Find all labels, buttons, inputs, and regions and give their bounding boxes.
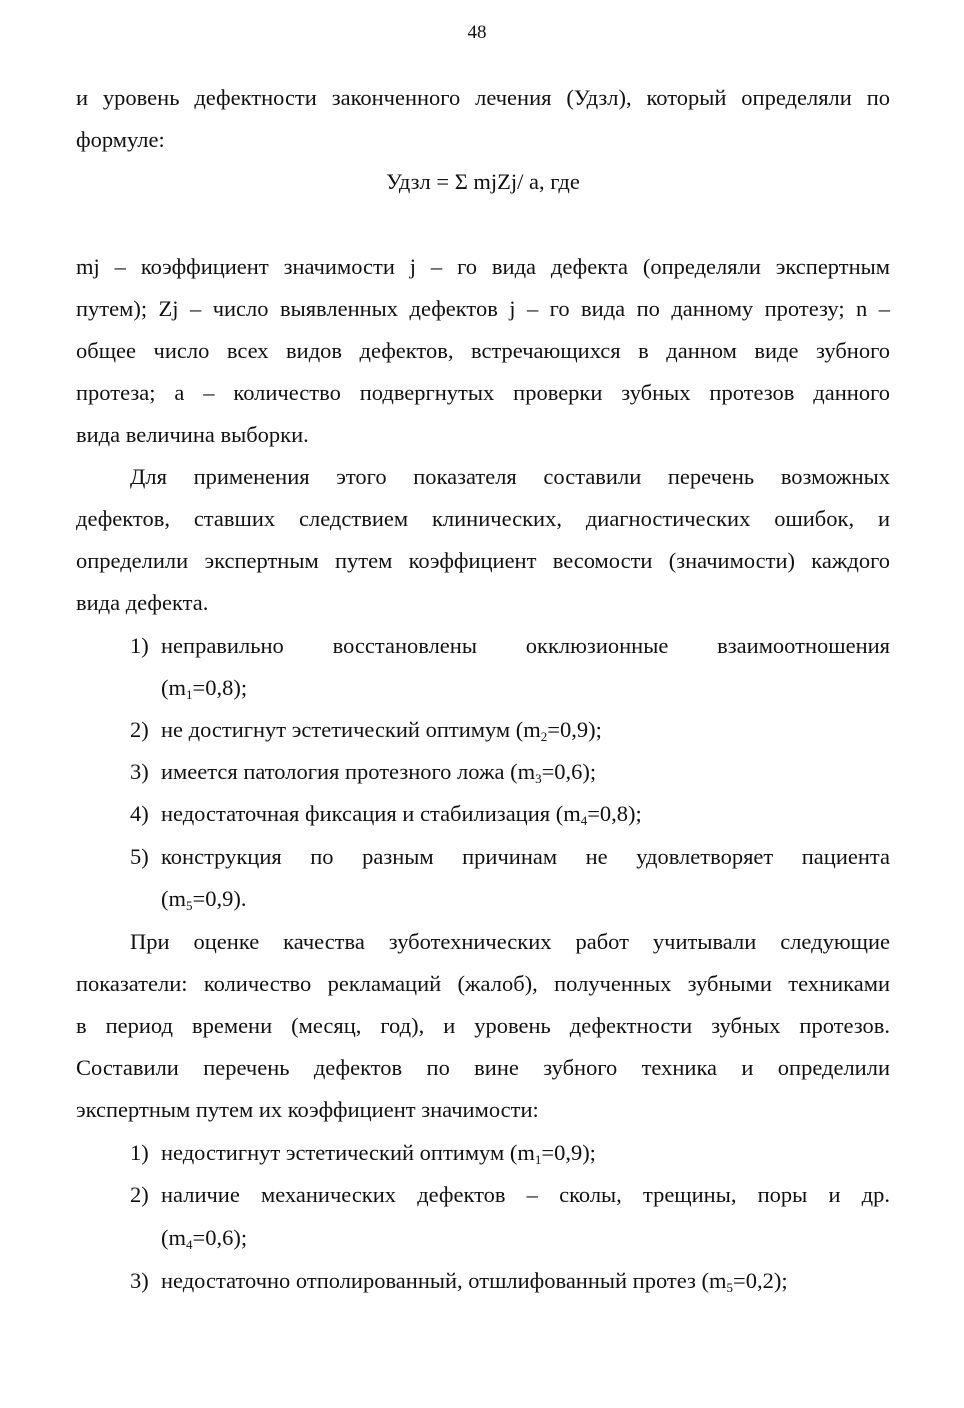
list-number: 2) (130, 717, 149, 742)
intro-line-1: и уровень дефектности законченного лечения (Удзл), который определяли по (76, 85, 890, 110)
intro-line-2: формуле: (76, 127, 165, 152)
list2-item-2 (130, 1181, 890, 1209)
coef-value: =0,6); (541, 759, 597, 784)
coef-subscript: 1 (534, 1152, 542, 1167)
list1-item-3 (130, 758, 890, 786)
list2-item-1 (130, 1139, 890, 1167)
list-number: 5) (130, 844, 149, 869)
list-text: недостаточная фиксация и стабилизация (m (161, 801, 581, 826)
coef-subscript: 4 (186, 1237, 193, 1252)
list-number: 1) (130, 633, 149, 658)
para2-line-2: дефектов, ставших следствием клинических, диагностических ошибок, и (76, 506, 890, 531)
para3-line-3: в период времени (месяц, год), и уровень дефектности зубных протезов. (76, 1013, 890, 1038)
definition-line-5: вида величина выборки. (76, 422, 309, 447)
list-text: не достигнут эстетический оптимум (m (161, 717, 541, 742)
coef-value: =0,9); (547, 717, 602, 742)
coef-subscript: 3 (535, 771, 542, 786)
coef-value: =0,6); (192, 1225, 248, 1250)
formula: Удзл = Σ mjZj/ a, где (386, 169, 580, 194)
coef-symbol: m (168, 886, 187, 911)
list-text: недостигнут эстетический оптимум (m (161, 1140, 535, 1165)
list-number: 4) (130, 801, 149, 826)
coef-subscript: 5 (726, 1280, 734, 1295)
list-text: недостаточно отполированный, отшлифованный протез (m (161, 1268, 727, 1293)
coef-value: =0,8); (192, 675, 248, 700)
coef-subscript: 2 (540, 729, 548, 744)
list1-item-1-cont: $(m_1=0,8)$; (161, 675, 248, 702)
list1-item-4 (130, 800, 890, 828)
definition-line-2: путем); Zj – число выявленных дефектов j – го вида по данному протезу; n – (76, 296, 890, 321)
list-number: 2) (130, 1182, 149, 1207)
list-text: конструкция по разным причинам не удовлетворяет пациента (161, 844, 890, 869)
list2-item-3 (130, 1267, 890, 1295)
coef-value: =0,9). (192, 886, 247, 911)
list1-item-2 (130, 716, 890, 744)
para3-line-4: Составили перечень дефектов по вине зубного техника и определили (76, 1055, 890, 1080)
para3-line-2: показатели: количество рекламаций (жалоб), полученных зубными техниками (76, 971, 890, 996)
coef-value: =0,8); (587, 801, 642, 826)
coef-subscript: 1 (186, 687, 193, 702)
coef-subscript: 4 (580, 813, 588, 828)
list2-item-2-cont: $(m_4=0,6)$; (161, 1225, 248, 1252)
definition-line-3: общее число всех видов дефектов, встречающихся в данном виде зубного (76, 338, 890, 363)
page-number: 48 (467, 22, 487, 43)
coef-subscript: 5 (186, 898, 193, 913)
list-text: имеется патология протезного ложа (m (161, 759, 536, 784)
para2-line-3: определили экспертным путем коэффициент весомости (значимости) каждого (76, 548, 890, 573)
para2-line-1: Для применения этого показателя составили перечень возможных (130, 464, 890, 489)
coef-value: =0,2); (733, 1268, 788, 1293)
definition-line-4: протеза; а – количество подвергнутых проверки зубных протезов данного (76, 380, 890, 405)
para3-line-1: При оценке качества зуботехнических работ учитывали следующие (130, 929, 890, 954)
coef-symbol: m (168, 1225, 187, 1250)
list-number: 3) (130, 759, 149, 784)
para2-line-4: вида дефекта. (76, 590, 209, 615)
list-text: наличие механических дефектов – сколы, трещины, поры и др. (161, 1182, 890, 1207)
list-text: неправильно восстановлены окклюзионные взаимоотношения (161, 633, 890, 658)
list1-item-1 (130, 632, 890, 660)
coef-symbol: m (168, 675, 187, 700)
para3-line-5: экспертным путем их коэффициент значимости: (76, 1097, 539, 1122)
list-number: 3) (130, 1268, 149, 1293)
list1-item-5-cont: $(m_5=0,9)$. (161, 886, 247, 913)
coef-value: =0,9); (541, 1140, 596, 1165)
list-number: 1) (130, 1140, 149, 1165)
definition-line-1: mj – коэффициент значимости j – го вида дефекта (определяли экспертным (76, 254, 890, 279)
list1-item-5 (130, 843, 890, 871)
